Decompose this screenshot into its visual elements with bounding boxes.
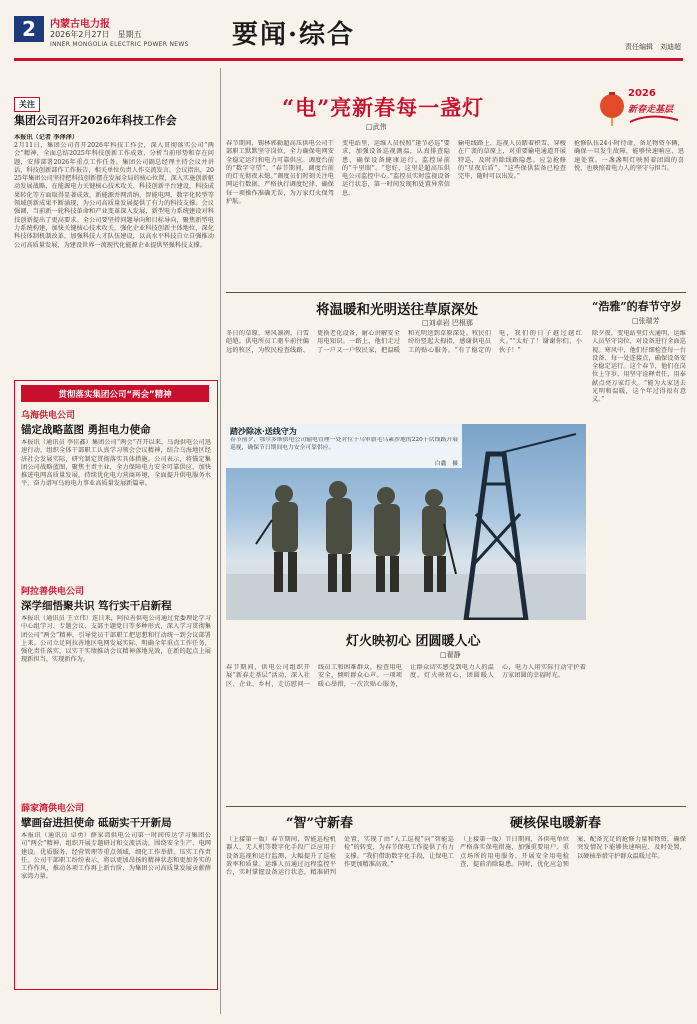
lianghui-banner (21, 385, 209, 402)
editor-name: 刘迪超 (660, 43, 681, 51)
editor-label: 责任编辑 (625, 43, 653, 51)
page-number: 2 (14, 16, 44, 42)
lamp-title: 灯火映初心 团圆暖人心 (346, 634, 481, 649)
story2-title: 将温暖和光明送往草原深处 (316, 302, 478, 318)
bottom1-title: “智”守新春 (286, 816, 353, 831)
lianghui-box (14, 380, 218, 990)
column-divider (220, 68, 221, 1014)
featured-col1: 春节期间，锡林郭勒超高压供电公司干部职工默默坚守岗位，全力确保电网安全稳定运行和电力可靠供应。调度台前的“数字守望”。“春节期间，调度台前的灯光彻夜未熄。”调度员们时刻关注电网运行数据，严格执行调度纪律，确保每一项操作准确无误，为万家灯火保驾护航。 (226, 140, 334, 206)
paper-english-name: INNER MONGOLIA ELECTRIC POWER NEWS (50, 41, 189, 48)
article1-byline: 本报讯（记者 李泽泽） (14, 134, 79, 141)
masthead-rule (14, 58, 683, 61)
unit2-title: 深学细悟聚共识 笃行实干启新程 (21, 600, 172, 612)
section-title: 要闻·综合 (232, 20, 356, 50)
rule-bottom (226, 806, 686, 807)
bottom2-article (460, 810, 686, 1016)
featured-author: □武伟 (366, 123, 387, 131)
side-body: 除夕夜，变电站里灯火通明，运维人员坚守岗位，对设备进行全面巡视。寒风中，他们仔细检查每一台设备、每一处连接点，确保设备安全稳定运行。这个春节，他们在岗位上守岁，用坚守诠释责任，用奉献点亮万家灯火。“能为大家送去光明和温暖，这个年过得很有意义。” (592, 330, 686, 404)
lamp-article (226, 628, 586, 798)
photo-caption-title: 踏沙除冰·送线守为 (230, 426, 297, 436)
editor-line (625, 42, 681, 52)
unit2-body: 本报讯（通讯员 王立伟）连日来，阿拉善供电公司通过党委理论学习中心组学习、专题会议、支部主题党日等多种形式，深入学习贯彻集团公司“两会”精神，引导党员干部职工把思想和行动统一到会议部署上来。公司立足阿拉善地区电网发展实际，明确全年重点工作任务，强化责任落实，以实干实绩推动会议精神落地见效，在新的起点上展现新担当、实现新作为。 (21, 615, 211, 664)
featured-col3: 输电线路上，巡视人员踏着积雪，穿梭在广袤的草原上，对重要输电通道开展特巡，及时消除线路隐患。应急抢修的“星夜后盾”。“这些保供装备已检查完毕，随时可以出发。” (458, 140, 566, 181)
lamp-body: 春节期间，供电公司组织开展“新春走基层”活动，深入社区、企业、乡村，走访慰问一线员工和困难群众，检查用电安全，倾听群众心声。一项项暖心举措，一次次贴心服务，让群众切实感受到电力人的温度。灯火映初心，团圆暖人心，电力人用实际行动守护着万家团圆的幸福时光。 (226, 664, 586, 688)
photo-caption-author: 白鑫 摄 (434, 461, 458, 467)
story2-body: 冬日的草原，寒风凛冽，白雪皑皑。供电所员工驱车前往偏远的牧区，为牧民检查线路、更换老化设备，耐心讲解安全用电知识。一路上，他们走过了一户又一户牧民家，把温暖和光明送到草原深处。牧民们纷纷竖起大拇指，感谢供电员工的贴心服务。“有了稳定的电，我们的日子越过越红火。”“太好了！谢谢你们，小伙子！” (226, 330, 582, 354)
lamp-author: □翟静 (440, 651, 461, 659)
bottom2-title: 硬核保电暖新春 (510, 816, 602, 831)
photo-caption-body: 春节前夕，鄂尔多斯供电公司输电管理一处对位于乌审旗毛乌素沙地的220千伏线路开展巡视，确保节日期间电力安全可靠供应。 (230, 437, 458, 451)
featured-title: “电”亮新春每一盏灯 (282, 95, 485, 120)
featured-col4: 抢修队伍24小时待命，备足物资车辆，确保一旦发生故障，能够快速响应、迅速处置。一盏盏明灯映照着团圆的喜悦，也映照着电力人的坚守与担当。 (574, 140, 684, 172)
unit3-org: 薛家湾供电公司 (21, 804, 85, 814)
featured-article (226, 68, 686, 288)
unit1-title: 锚定战略蓝图 勇担电力使命 (21, 424, 151, 436)
feature-photo (226, 424, 586, 620)
banner-text: 贯彻落实集团公司“两会”精神 (58, 389, 172, 400)
article1-body: 2月11日，集团公司召开2026年科技工作会，深入贯彻落实公司“两会”精神，全面总结2025年科技创新工作成效，分析当前形势和存在问题，安排部署2026年重点工作任务。集团公司副总经理主持会议并讲话，科技创新部作工作报告，相关单位负责人作交流发言。会议指出，2025年集团公司坚持把科技创新摆在发展全局的核心位置，深入实施创新驱动发展战略，在能源电力关键核心技术攻关、科技创新平台建设、科技成果转化等方面取得显著成效，新能源并网消纳、智能电网、数字化转型等领域创新成果不断涌现，为公司高质量发展提供了有力的科技支撑。会议强调，当前新一轮科技革命和产业变革深入发展，新型电力系统建设对科技创新提出了更高要求。全公司要坚持问题导向和目标导向，聚焦新型电力系统构建，加快关键核心技术攻关，强化企业科技创新主体地位，深化科技体制机制改革，加强科技人才队伍建设，以高水平科技自立自强推动公司高质量发展，为建设世界一流现代化能源企业提供坚强科技支撑。 (14, 142, 214, 249)
side-author: □张瑞芳 (632, 317, 660, 325)
unit1-body: 本报讯（通讯员 李佳鑫）集团公司“两会”召开以来，乌海供电公司迅速行动，组织全体干部职工认真学习领会会议精神，结合乌海地区经济社会发展实际，研究制定贯彻落实具体措施。公司表示，将锚定集团公司战略蓝图，聚焦主责主业，全力保障电力安全可靠供应，加快推进电网高质量发展，持续优化电力营商环境，全面提升供电服务水平，奋力谱写乌海电力事业高质量发展新篇章。 (21, 439, 211, 488)
date-line: 2026年2月27日 星期五 (50, 30, 142, 39)
tag-label (14, 92, 40, 112)
story2-author: □刘卓岩 巴根那 (422, 319, 473, 327)
featured-col2: 变电站里，运维人员按照“逢节必巡”要求，加强设备巡视测温，认真排查隐患，确保设备健康运行。监控屏前的“千里眼”。“您好，这里是超高压供电公司监控中心。”监控员实时监视设备运行状态，第一时间发现和处置异常信息。 (342, 140, 450, 197)
masthead (0, 0, 697, 72)
article1-title: 集团公司召开2026年科技工作会 (14, 114, 177, 127)
tag-guanzhu: 关注 (14, 97, 40, 112)
logo-text: 新春走基层 (628, 105, 674, 115)
unit1-org: 乌海供电公司 (21, 411, 76, 421)
rule-featured (226, 292, 686, 293)
story2-article (226, 296, 586, 420)
unit2-org: 阿拉善供电公司 (21, 587, 85, 597)
logo-year: 2026 (628, 88, 656, 99)
bottom1-body: （上接第一版）春节期间，智能巡检机器人、无人机等数字化手段广泛应用于设备巡视和运行监测，大幅提升了巡检效率和质量。运维人员通过远程监控平台，实时掌握设备运行状态，精准研判处置，实现了由“人工巡视”向“智能巡检”的转变，为春节保电工作提供了有力支撑。“我们借助数字化手段，让保电工作更加精准高效。” (226, 836, 454, 877)
side-story (592, 296, 686, 806)
left-column (14, 70, 214, 1020)
paper-name: 内蒙古电力报 (50, 19, 110, 30)
festival-logo (598, 84, 684, 128)
photo-caption-box (226, 424, 462, 468)
bottom2-body: （上接第一版）节日期间，各供电单位严格落实保电措施，加强重要用户、重点场所的用电服务，开展安全用电检查，提前消除隐患。同时，优化应急预案，配备充足的抢修力量和物资，确保突发情况下能够快速响应、及时处置，以硬核举措守护群众温暖过年。 (460, 836, 686, 868)
unit3-title: 擘画奋进担使命 砥砺实干开新局 (21, 817, 172, 829)
unit3-body: 本报讯（通讯员 卓勇）薛家湾供电公司第一时间传达学习集团公司“两会”精神，组织开展专题研讨和交流活动，围绕安全生产、电网建设、优质服务、经营管理等重点领域，细化工作举措，压实工作责任。公司干部职工纷纷表示，将以更加昂扬的精神状态和更加务实的工作作风，推动各项工作再上新台阶，为集团公司高质量发展贡献薛家湾力量。 (21, 832, 211, 881)
bottom1-article (226, 810, 454, 1016)
side-title: “浩雅”的春节守岁 (592, 300, 682, 313)
